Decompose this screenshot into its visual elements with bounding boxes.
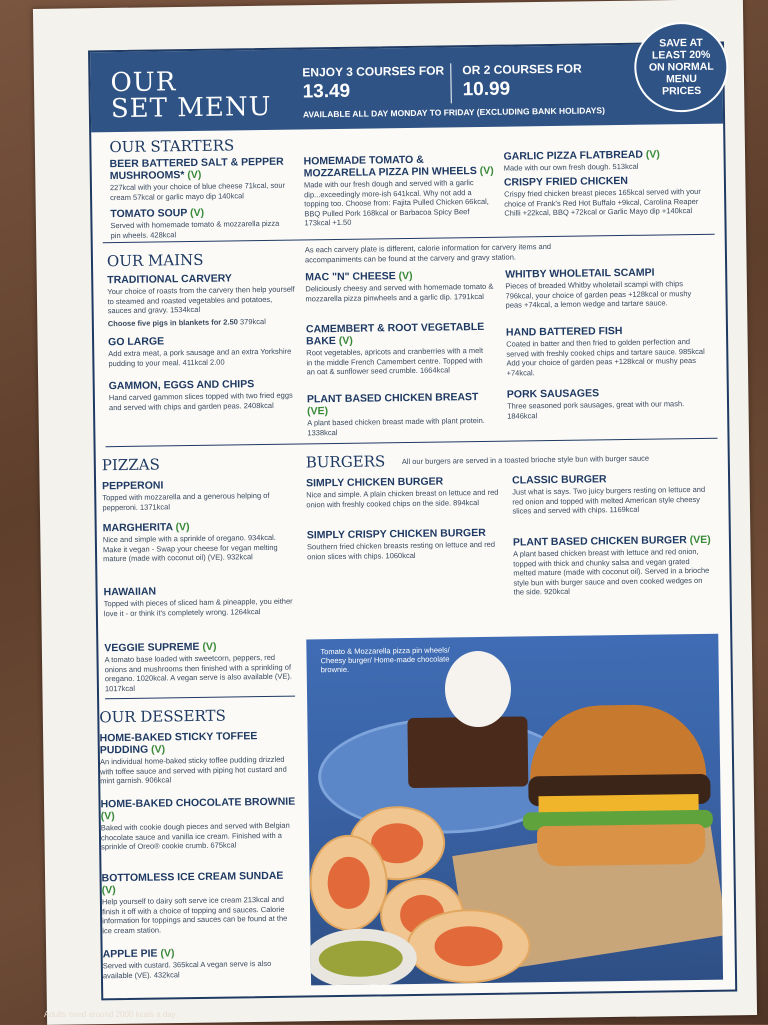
section-divider [106,438,718,448]
item-description: Your choice of roasts from the carvery then help yourself to steamed and roasted vegetables and potatoes, sauces and gravy. 1534kcal [107,285,297,316]
item-name: WHITBY WHOLETAIL SCAMPI [505,267,654,281]
item-name: CRISPY FRIED CHICKEN [504,175,628,189]
item-name: HOMEMADE TOMATO & MOZZARELLA PIZZA PIN WHEELS [304,154,477,180]
item-name: VEGGIE SUPREME [104,641,199,654]
item-description: A tomato base loaded with sweetcorn, peppers, red onions and mushrooms then finished with a sprinkling of oregano. 1020kcal. A vegan serve is also available (VE). 1017kcal [104,653,295,694]
menu-item [107,272,298,316]
menu-item [100,730,297,786]
item-description: Just what is says. Two juicy burgers resting on lettuce and red onion and topped with melted American style cheesy slices and served with chips. 1169kcal [512,485,712,516]
diet-tag: (V) [101,810,115,822]
item-name: CLASSIC BURGER [512,473,607,486]
menu-item [504,174,711,218]
diet-tag: (V) [480,165,494,177]
desserts-heading: OUR DESSERTS [99,707,226,727]
three-courses-price: 13.49 [302,81,350,104]
item-description: 379kcal [240,317,266,326]
menu-item [108,334,298,369]
two-courses-price: 10.99 [462,79,510,102]
item-name: PLANT BASED CHICKEN BREAST [307,391,479,405]
mains-heading: OUR MAINS [107,251,204,270]
item-description: Crispy fried chicken breast pieces 165kcal served with your choice of Frank's Red Hot Buffalo +9kcal, Carolina Reaper Chilli +22kcal, BBQ +72kcal or Garlic Mayo dip +140kcal [504,187,710,218]
diet-tag: (V) [187,169,201,181]
item-name: MARGHERITA [103,521,173,534]
pinwheel-image [406,908,531,984]
diet-tag: (V) [646,148,660,160]
item-name: SIMPLY CRISPY CHICKEN BURGER [307,527,486,541]
item-name: TOMATO SOUP [110,207,187,220]
menu-item [100,796,297,852]
item-name: PEPPERONI [102,479,163,492]
item-description: Baked with cookie dough pieces and served with Belgian chocolate sauce and vanilla ice cream. Finished with a sprinkle of Oreo® cookie crumb. 675kcal [101,821,297,852]
item-description: Topped with pieces of sliced ham & pineapple, you either love it - or think it's completely wrong. 1264kcal [104,597,294,619]
menu-item [503,148,709,173]
title-line-2: SET MENU [111,94,272,122]
item-name: BEER BATTERED SALT & PEPPER MUSHROOMS* [110,156,284,182]
item-description: Help yourself to dairy soft serve ice cream 213kcal and finish it off with a choice of topping and sauces. Calorie information for toppings and sauces can be found at the ice cream station. [102,895,299,936]
menu-item [505,266,706,310]
item-description: Topped with mozzarella and a generous helping of pepperoni. 1371kcal [102,491,292,513]
menu-item [306,321,487,377]
item-name: SIMPLY CHICKEN BURGER [306,476,443,490]
three-courses-label: ENJOY 3 COURSES FOR [302,63,444,79]
savings-badge-text: SAVE AT LEAST 20% ON NORMAL MENU PRICES [645,37,718,98]
item-description: Served with custard. 365kcal A vegan serve is also available (VE). 432kcal [103,959,299,981]
item-name: GARLIC PIZZA FLATBREAD [503,149,643,163]
diet-tag: (V) [190,207,204,219]
item-name: HOME-BAKED STICKY TOFFEE PUDDING [100,730,258,756]
pizzas-heading: PIZZAS [102,455,160,474]
item-name: TRADITIONAL CARVERY [107,272,232,286]
item-description: Hand carved gammon slices topped with two fried eggs and served with chips and garden peas. 2408kcal [109,391,299,413]
menu-item [103,946,299,981]
item-name: HAWAIIAN [104,586,157,599]
item-description: 227kcal with your choice of blue cheese 71kcal, sour cream 57kcal or garlic mayo dip 140kcal [110,181,290,203]
menu-item [513,534,714,597]
item-name: Choose five pigs in blankets for 2.50 [108,317,238,328]
diet-tag: (VE) [690,534,711,546]
diet-tag: (V) [160,947,174,959]
item-name: GO LARGE [108,335,164,348]
menu-item [110,156,291,203]
diet-tag: (V) [399,270,413,282]
item-description: Served with homemade tomato & mozzarella pizza pin wheels. 428kcal [110,219,290,241]
item-description: Nice and simple with a sprinkle of oregano. 934kcal. Make it vegan - Swap your cheese for vegan melting mature (made with coconut oil) (VE). 932kcal [103,533,293,564]
burgers-note: All our burgers are served in a toasted brioche style bun with burger sauce [402,453,722,467]
menu-item [104,640,295,694]
item-description: Deliciously cheesy and served with homemade tomato & mozzarella pizza pinwheels and a garlic dip. 1791kcal [305,282,495,304]
diet-tag: (V) [339,335,353,347]
item-description: Coated in batter and then fried to golden perfection and served with freshly cooked chips and tartare sauce. 985kcal Add your choice of garden peas +128kcal or mushy peas +74kcal. [506,337,707,378]
photo-caption: Tomato & Mozzarella pizza pin wheels/ Cheesy burger/ Home-made chocolate brownie. [320,645,450,674]
item-description: A plant based chicken breast made with plant protein. 1338kcal [307,416,487,438]
item-name: MAC "N" CHEESE [305,270,396,283]
menu-header [90,44,723,133]
menu-item [507,386,707,421]
set-menu-card [88,42,737,1001]
menu-item [102,478,292,513]
item-name: GAMMON, EGGS AND CHIPS [109,378,255,392]
menu-item [506,324,707,378]
menu-item [305,269,495,304]
menu-item [109,378,299,413]
menu-item [306,475,502,510]
header-divider [450,63,452,103]
two-courses-label: OR 2 COURSES FOR [462,62,582,78]
menu-title [110,68,271,122]
item-name: PORK SAUSAGES [507,387,599,400]
menu-item [110,206,290,241]
item-description: Three seasoned pork sausages, great with our mash. 1846kcal [507,399,707,421]
menu-item [307,391,488,438]
item-name: PLANT BASED CHICKEN BURGER [513,534,687,548]
item-name: HAND BATTERED FISH [506,325,623,339]
item-description: Add extra meat, a pork sausage and an extra Yorkshire pudding to your meal. 411kcal 2.00 [108,347,298,369]
starters-heading: OUR STARTERS [109,136,234,156]
diet-tag: (V) [176,521,190,533]
diet-tag: (V) [151,743,165,755]
burgers-heading: BURGERS [306,452,386,471]
carvery-note: As each carvery plate is different, calorie information for carvery items and accompaniments can be found at the carvery and gravy station. [305,241,605,264]
brownie-image [407,716,528,788]
menu-item [108,316,298,329]
item-description: An individual home-baked sticky toffee pudding drizzled with toffee sauce and served with piping hot custard and mint garnish. 906kcal [100,755,296,786]
item-description: Nice and simple. A plain chicken breast on lettuce and red onion with freshly cooked chips on the side. 894kcal [306,488,502,510]
dip-bowl-image [306,928,417,985]
diet-tag: (V) [202,641,216,653]
section-divider [105,696,295,700]
item-description: Southern fried chicken breasts resting on lettuce and red onion slices with chips. 1060kcal [307,540,497,562]
burger-bun-base-image [537,824,706,866]
item-name: BOTTOMLESS ICE CREAM SUNDAE [102,870,284,885]
item-description: Pieces of breaded Whitby wholetail scampi with chips 796kcal, your choice of garden peas +128kcal or mushy peas +74kcal, a lemon wedge and tartare sauce. [505,279,705,310]
diet-tag: (VE) [307,405,328,417]
menu-item [304,153,495,228]
item-name: HOME-BAKED CHOCOLATE BROWNIE [100,796,295,811]
calorie-footer: Adults need around 2000 kcals a day [44,1010,176,1019]
item-description: Root vegetables, apricots and cranberries with a melt in the middle French Camembert centre. Topped with an oat & sunflower seed crumble. 1664kcal [306,346,486,377]
item-name: APPLE PIE [103,948,158,961]
item-description: Made with our fresh dough and served with a garlic dip...exceedingly more-ish 641kcal. Why not add a topping too. Choose from: Fajita Pulled Chicken 66kcal, BBQ Pulled Pork 168kcal or Barbacoa Spicy Beef 173kcal +1.50 [304,178,495,228]
title-line-1: OUR [110,68,271,96]
item-name: CAMEMBERT & ROOT VEGETABLE BAKE [306,321,484,347]
availability-note: AVAILABLE ALL DAY MONDAY TO FRIDAY (EXCLUDING BANK HOLIDAYS) [303,105,605,119]
menu-item [102,870,299,936]
menu-item [103,520,294,564]
pinwheel-image [309,834,388,931]
menu-item [104,584,294,619]
food-photo [306,634,723,986]
menu-item [512,472,713,516]
diet-tag: (V) [102,884,116,896]
item-description: A plant based chicken breast with lettuce and red onion, topped with thick and chunky salsa and vegan grated melted mature (made with coconut oil). Served in a brioche style bun with burger sauce and oven cooked wedges on the side. 920kcal [513,547,714,597]
item-description: Made with our own fresh dough. 513kcal [504,161,710,173]
menu-item [307,527,497,562]
